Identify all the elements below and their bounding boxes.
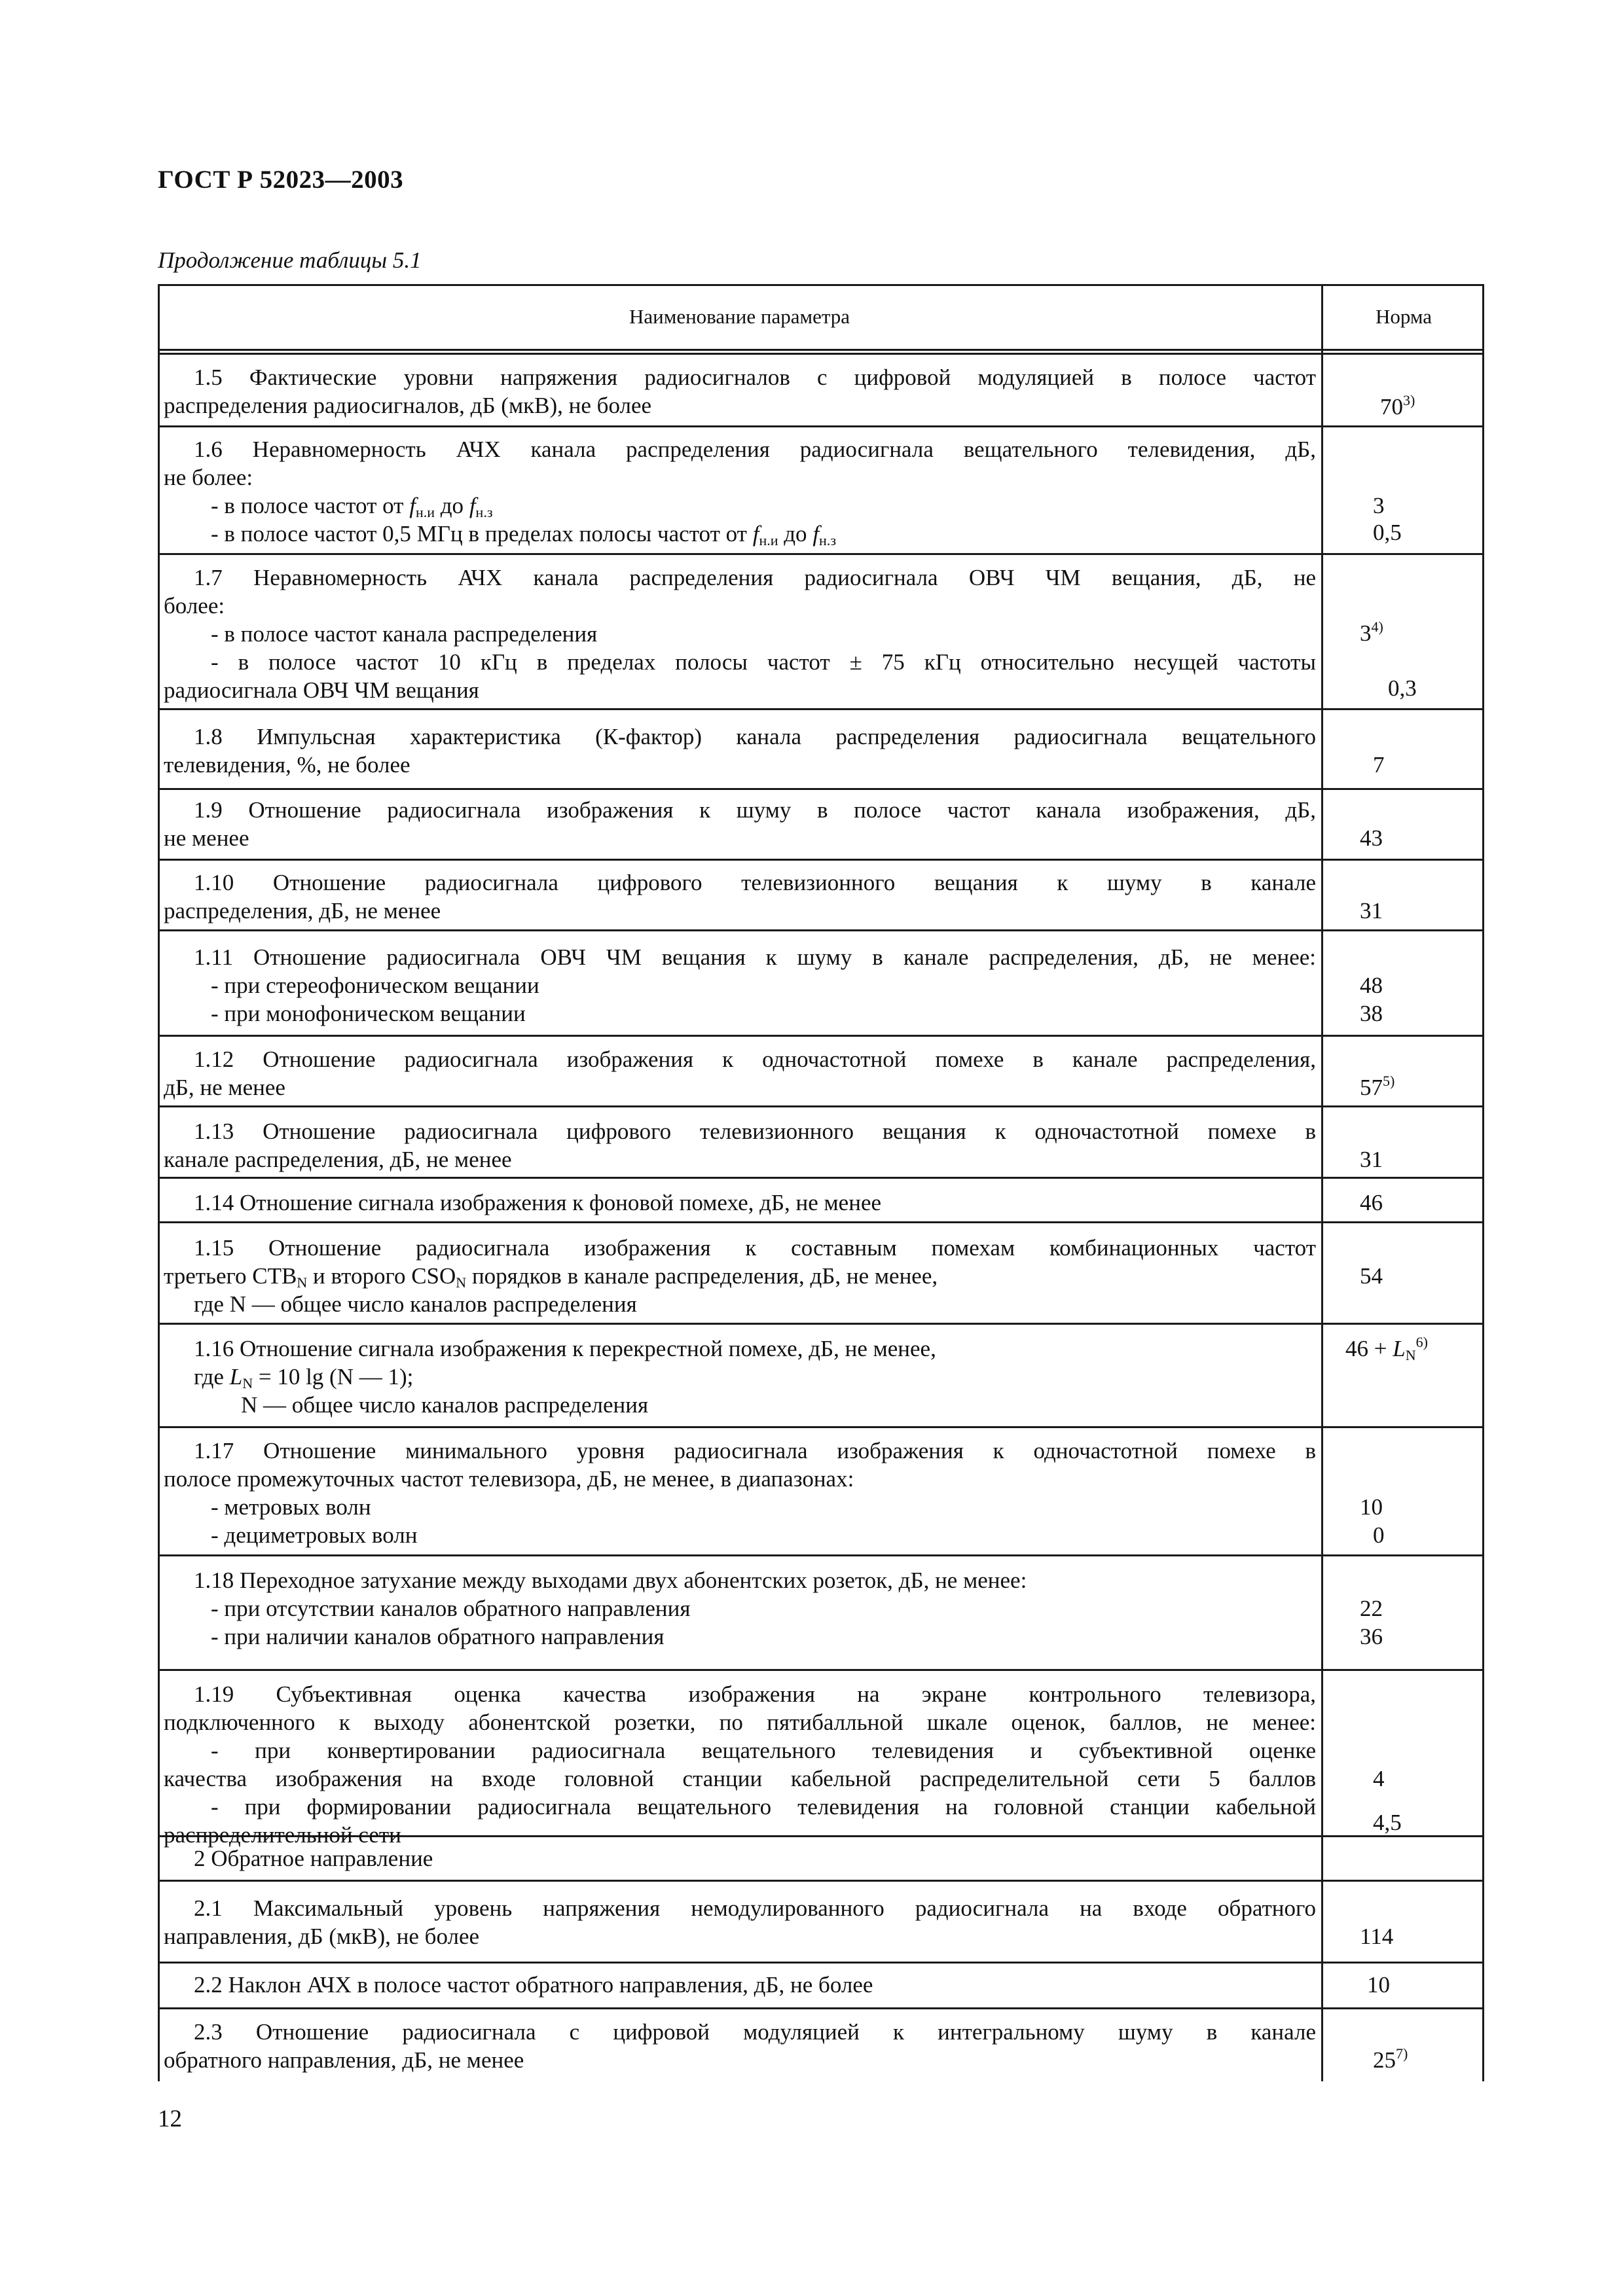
param-1-14: 1.14 Отношение сигнала изображения к фоновой помехе, дБ, не менее <box>194 1190 882 1215</box>
page-number: 12 <box>158 2106 182 2132</box>
header-norm: Норма <box>1375 305 1432 328</box>
param-1-6: 1.6 Неравномерность АЧХ канала распределения радиосигнала вещательного телевидения, дБ, не более: - в полосе частот от $f_{н.и}$ до $f_{н.з}$ - в полосе частот 0,5 МГц в пределах полосы частот от $f_{н.и}$ до $f_{н.з}$ <box>164 437 1316 548</box>
row-rule <box>158 788 1484 790</box>
section-2-heading: 2 Обратное направление <box>194 1846 433 1871</box>
row-rule <box>158 2007 1484 2009</box>
norm-1-7-a: 3$^{4)}$ <box>1360 619 1383 646</box>
norm-2-3: 25$^{7)}$ <box>1373 2045 1408 2073</box>
row-rule <box>158 1426 1484 1428</box>
norm-1-11-b: 38 <box>1360 1001 1383 1026</box>
norm-1-17-b: 0 <box>1373 1522 1385 1548</box>
row-rule <box>158 1880 1484 1882</box>
norm-1-15: 54 <box>1360 1263 1383 1289</box>
row-rule <box>158 1105 1484 1107</box>
norm-1-18-a: 22 <box>1360 1596 1383 1621</box>
row-rule <box>158 1177 1484 1179</box>
norm-1-19-b: 4,5 <box>1373 1810 1402 1835</box>
norm-1-7-b: 0,3 <box>1388 675 1417 701</box>
param-1-5: 1.5 Фактические уровни напряжения радиосигналов с цифровой модуляцией в полосе частот распределения радиосигналов, дБ (мкВ), не более <box>164 365 1316 418</box>
param-1-9: 1.9 Отношение радиосигнала изображения к шуму в полосе частот канала изображения, дБ, не менее <box>164 797 1316 851</box>
param-1-17: 1.17 Отношение минимального уровня радиосигнала изображения к одночастотной помехе в полосе промежуточных частот телевизора, дБ, не менее, в диапазонах: - метровых волн - дециметровых волн <box>164 1438 1316 1548</box>
param-2-2: 2.2 Наклон АЧХ в полосе частот обратного направления, дБ, не более <box>194 1972 873 1998</box>
norm-1-12: 57$^{5)}$ <box>1360 1073 1395 1100</box>
param-1-15: 1.15 Отношение радиосигнала изображения к составным помехам комбинационных частот третьего $CTB_N$ и второго $CSO_N$ порядков в канале распределения, дБ, не менее, где N — общее число каналов распределения <box>164 1235 1316 1317</box>
norm-2-2: 10 <box>1367 1972 1390 1998</box>
row-rule <box>158 929 1484 931</box>
norm-1-17-a: 10 <box>1360 1494 1383 1520</box>
norm-1-6-b: 0,5 <box>1373 520 1402 545</box>
row-rule <box>158 1669 1484 1671</box>
param-1-19: 1.19 Субъективная оценка качества изображения на экране контрольного телевизора, подключенного к выходу абонентской розетки, по пятибалльной шкале оценок, баллов, не менее: - при конвертировании радиосигнала вещательного телевидения и субъективной оценке качества изображения на входе головной станции кабельной распределительной сети 5 баллов - при формировании радиосигнала вещательного телевидения на головной станции кабельной распределительной сети <box>164 1681 1316 1848</box>
row-rule <box>158 425 1484 427</box>
row-rule <box>158 1962 1484 1964</box>
header-param: Наименование параметра <box>629 305 850 328</box>
row-rule <box>158 708 1484 710</box>
norm-1-14: 46 <box>1360 1190 1383 1215</box>
norm-1-9: 43 <box>1360 825 1383 851</box>
doc-header: ГОСТ Р 52023—2003 <box>158 166 404 194</box>
norm-1-5: 70$^{3)}$ <box>1380 392 1415 420</box>
param-1-18: 1.18 Переходное затухание между выходами двух абонентских розеток, дБ, не менее: - при отсутствии каналов обратного направления - при наличии каналов обратного направления <box>194 1568 1027 1649</box>
norm-1-18-b: 36 <box>1360 1624 1383 1649</box>
norm-1-19-a: 4 <box>1373 1766 1385 1791</box>
norm-2-1: 114 <box>1360 1924 1394 1949</box>
row-rule <box>158 1035 1484 1037</box>
row-rule <box>158 553 1484 555</box>
row-rule <box>158 1554 1484 1556</box>
param-1-12: 1.12 Отношение радиосигнала изображения к одночастотной помехе в канале распределения, дБ, не менее <box>164 1047 1316 1100</box>
row-rule <box>158 859 1484 861</box>
norm-1-11-a: 48 <box>1360 973 1383 998</box>
norm-1-10: 31 <box>1360 898 1383 924</box>
param-1-11: 1.11 Отношение радиосигнала ОВЧ ЧМ вещания к шуму в канале распределения, дБ, не менее: - при стереофоническом вещании - при монофоническом вещании <box>194 944 1316 1026</box>
param-1-16: 1.16 Отношение сигнала изображения к перекрестной помехе, дБ, не менее, где $L_N = 10$ lg (N — 1); N — общее число каналов распределения <box>194 1336 936 1418</box>
param-1-13: 1.13 Отношение радиосигнала цифрового телевизионного вещания к одночастотной помехе в канале распределения, дБ, не менее <box>164 1119 1316 1172</box>
row-rule <box>158 1221 1484 1223</box>
norm-1-6-a: 3 <box>1373 493 1385 518</box>
param-1-7: 1.7 Неравномерность АЧХ канала распределения радиосигнала ОВЧ ЧМ вещания, дБ, не более: - в полосе частот канала распределения - в полосе частот 10 кГц в пределах полосы частот ± 75 кГц относительно несущей частоты радиосигнала ОВЧ ЧМ вещания <box>164 565 1316 703</box>
param-2-3: 2.3 Отношение радиосигнала с цифровой модуляцией к интегральному шуму в канале обратного направления, дБ, не менее <box>164 2019 1316 2073</box>
table-caption: Продолжение таблицы 5.1 <box>158 247 422 273</box>
norm-1-16: $46 + L_N^{6)}$ <box>1345 1334 1428 1363</box>
param-1-10: 1.10 Отношение радиосигнала цифрового телевизионного вещания к шуму в канале распределения, дБ, не менее <box>164 870 1316 924</box>
norm-1-8: 7 <box>1373 752 1385 778</box>
param-1-8: 1.8 Импульсная характеристика (К-фактор) канала распределения радиосигнала вещательного телевидения, %, не более <box>164 724 1316 778</box>
row-rule <box>158 1323 1484 1325</box>
norm-1-13: 31 <box>1360 1147 1383 1172</box>
param-2-1: 2.1 Максимальный уровень напряжения немодулированного радиосигнала на входе обратного направления, дБ (мкВ), не более <box>164 1895 1316 1949</box>
header-rule <box>158 349 1484 355</box>
